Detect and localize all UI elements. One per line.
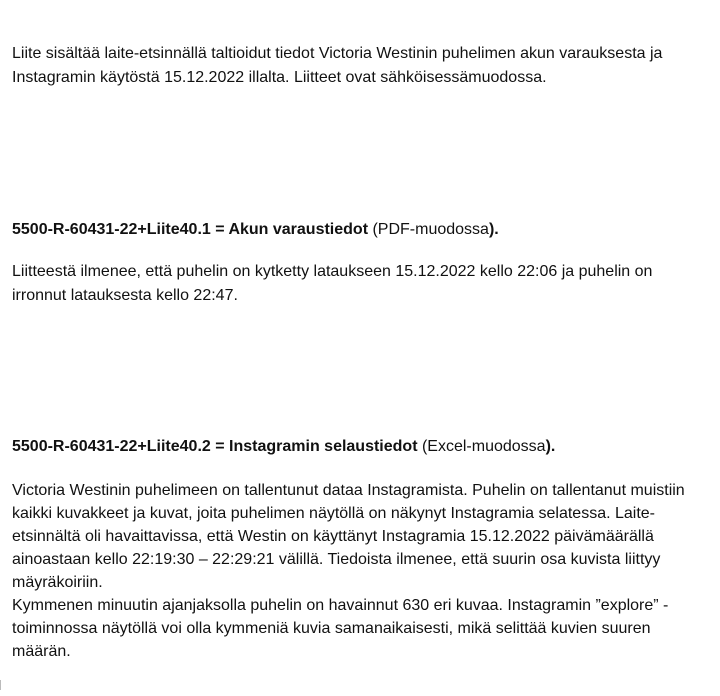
section-1-heading bbox=[12, 218, 692, 242]
section-2-paragraph-2: Kymmenen minuutin ajanjaksolla puhelin on havainnut 630 eri kuvaa. Instagramin ”explore” -toiminnossa näytöllä voi olla kymmeniä kuvia samanaikaisesti, mikä selittää kuvien suuren määrän. bbox=[12, 597, 669, 660]
section-1-paragraph: Liitteestä ilmenee, että puhelin on kytketty lataukseen 15.12.2022 kello 22:06 ja puhelin on irronnut latauksesta kello 22:47. bbox=[12, 263, 653, 304]
section-1-close: ). bbox=[488, 221, 499, 238]
section-2-paragraph-1: Victoria Westinin puhelimeen on tallentunut dataa Instagramista. Puhelin on tallentanut muistiin kaikki kuvakkeet ja kuvat, joita puhelimen näytöllä on näkynyt Instagramia selatessa. Laite-etsinnältä oli havaittavissa, että Westin on käyttänyt Instagramia 15.12.2022 päivämäärällä ainoastaan kello 22:19:30 – 22:29:21 välillä. Tiedoista ilmenee, että suurin osa kuvista liittyy mäyräkoiriin. bbox=[12, 482, 685, 591]
section-1-code: 5500-R-60431-22+Liite40.1 = Akun varaustiedot bbox=[12, 221, 369, 238]
section-1-format: (PDF-muodossa bbox=[368, 221, 489, 238]
section-2-format: (Excel-muodossa bbox=[417, 438, 546, 455]
section-2-close: ). bbox=[545, 438, 556, 455]
intro-paragraph: Liite sisältää laite-etsinnällä taltioidut tiedot Victoria Westinin puhelimen akun varauksesta ja Instagramin käytöstä 15.12.2022 illalta. Liitteet ovat sähköisessämuodossa. bbox=[12, 45, 663, 86]
page-edge-mark bbox=[0, 680, 4, 690]
section-2-code: 5500-R-60431-22+Liite40.2 = Instagramin selaustiedot bbox=[12, 438, 418, 455]
section-2-heading bbox=[12, 435, 692, 459]
section-2-body bbox=[12, 479, 692, 663]
section-1-body bbox=[12, 260, 692, 308]
document-page bbox=[12, 42, 692, 660]
